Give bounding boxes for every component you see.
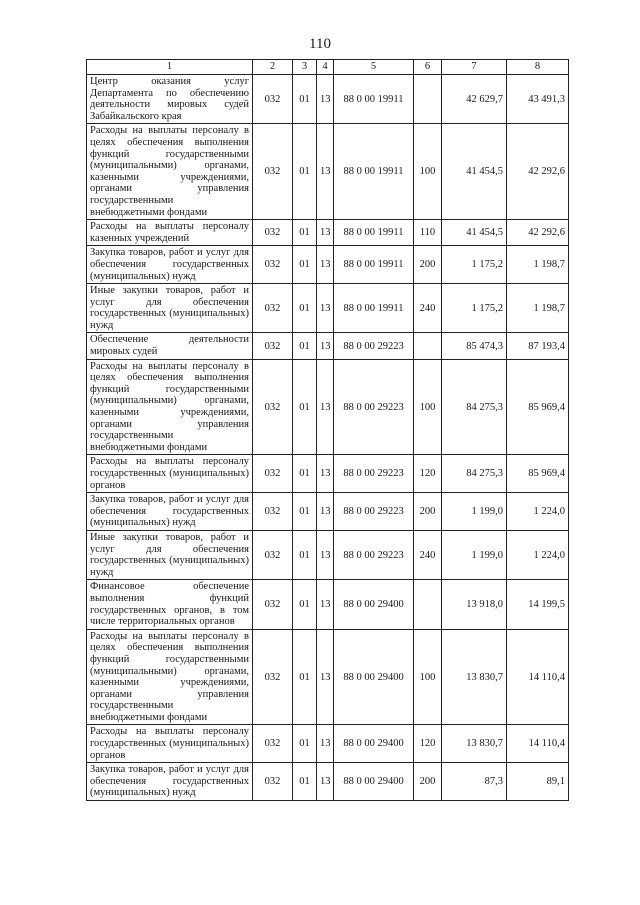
row-expense-type: 240 [414, 284, 442, 333]
row-section: 01 [293, 75, 317, 124]
row-amount-year-1: 87,3 [442, 763, 507, 801]
row-department-code: 032 [253, 359, 293, 455]
row-target-item: 88 0 00 19911 [334, 124, 414, 220]
row-target-item: 88 0 00 29400 [334, 629, 414, 725]
row-amount-year-2: 85 969,4 [507, 359, 569, 455]
row-amount-year-2: 87 193,4 [507, 333, 569, 359]
row-name: Закупка товаров, работ и услуг для обеспечения государственных (муниципальных) нужд [87, 763, 253, 801]
row-expense-type: 200 [414, 493, 442, 531]
table-row [87, 629, 569, 725]
row-amount-year-2: 14 110,4 [507, 725, 569, 763]
row-amount-year-1: 1 199,0 [442, 530, 507, 579]
row-subsection: 13 [317, 124, 334, 220]
row-department-code: 032 [253, 220, 293, 246]
row-name: Расходы на выплаты персоналу государственных (муниципальных) органов [87, 725, 253, 763]
row-amount-year-1: 84 275,3 [442, 359, 507, 455]
table-header-row [87, 60, 569, 75]
table-row [87, 763, 569, 801]
row-name: Закупка товаров, работ и услуг для обеспечения государственных (муниципальных) нужд [87, 493, 253, 531]
row-amount-year-1: 42 629,7 [442, 75, 507, 124]
row-department-code: 032 [253, 246, 293, 284]
row-amount-year-1: 13 918,0 [442, 580, 507, 629]
row-amount-year-2: 1 198,7 [507, 284, 569, 333]
row-target-item: 88 0 00 19911 [334, 75, 414, 124]
row-expense-type: 120 [414, 455, 442, 493]
header-col-3: 3 [293, 60, 317, 75]
row-department-code: 032 [253, 284, 293, 333]
header-col-7: 7 [442, 60, 507, 75]
row-name: Расходы на выплаты персоналу в целях обеспечения выполнения функций государственными (муниципальными) органами, казенными учреждениями, органами управления государственными внебюджетными фондами [87, 124, 253, 220]
row-amount-year-2: 85 969,4 [507, 455, 569, 493]
row-expense-type: 100 [414, 359, 442, 455]
row-department-code: 032 [253, 725, 293, 763]
budget-table [86, 59, 569, 801]
table-row [87, 580, 569, 629]
row-section: 01 [293, 629, 317, 725]
row-name: Расходы на выплаты персоналу казенных учреждений [87, 220, 253, 246]
table-row [87, 75, 569, 124]
row-target-item: 88 0 00 29223 [334, 359, 414, 455]
row-subsection: 13 [317, 530, 334, 579]
row-amount-year-2: 1 224,0 [507, 530, 569, 579]
row-subsection: 13 [317, 333, 334, 359]
row-department-code: 032 [253, 763, 293, 801]
header-col-5: 5 [334, 60, 414, 75]
header-col-2: 2 [253, 60, 293, 75]
row-section: 01 [293, 455, 317, 493]
row-amount-year-2: 42 292,6 [507, 124, 569, 220]
row-name: Расходы на выплаты персоналу в целях обеспечения выполнения функций государственными (муниципальными) органами, казенными учреждениями, органами управления государственными внебюджетными фондами [87, 629, 253, 725]
row-target-item: 88 0 00 29223 [334, 333, 414, 359]
header-col-6: 6 [414, 60, 442, 75]
row-amount-year-1: 41 454,5 [442, 124, 507, 220]
row-subsection: 13 [317, 284, 334, 333]
row-amount-year-2: 1 224,0 [507, 493, 569, 531]
row-target-item: 88 0 00 29400 [334, 725, 414, 763]
table-body [87, 75, 569, 801]
row-amount-year-2: 42 292,6 [507, 220, 569, 246]
row-subsection: 13 [317, 725, 334, 763]
row-amount-year-2: 14 110,4 [507, 629, 569, 725]
row-section: 01 [293, 530, 317, 579]
row-department-code: 032 [253, 124, 293, 220]
row-subsection: 13 [317, 455, 334, 493]
row-expense-type: 100 [414, 124, 442, 220]
row-section: 01 [293, 359, 317, 455]
page-number: 110 [309, 36, 331, 52]
row-subsection: 13 [317, 220, 334, 246]
row-name: Центр оказания услуг Департамента по обеспечению деятельности мировых судей Забайкальского края [87, 75, 253, 124]
table-row [87, 359, 569, 455]
row-expense-type: 240 [414, 530, 442, 579]
row-section: 01 [293, 493, 317, 531]
row-target-item: 88 0 00 19911 [334, 246, 414, 284]
row-name: Обеспечение деятельности мировых судей [87, 333, 253, 359]
row-name: Финансовое обеспечение выполнения функций государственных органов, в том числе территориальных органов [87, 580, 253, 629]
header-col-4: 4 [317, 60, 334, 75]
row-amount-year-1: 1 175,2 [442, 284, 507, 333]
row-subsection: 13 [317, 359, 334, 455]
row-amount-year-1: 13 830,7 [442, 629, 507, 725]
row-subsection: 13 [317, 75, 334, 124]
row-expense-type: 200 [414, 246, 442, 284]
row-expense-type: 110 [414, 220, 442, 246]
row-subsection: 13 [317, 580, 334, 629]
row-department-code: 032 [253, 75, 293, 124]
table-row [87, 124, 569, 220]
row-subsection: 13 [317, 246, 334, 284]
row-name: Закупка товаров, работ и услуг для обеспечения государственных (муниципальных) нужд [87, 246, 253, 284]
row-department-code: 032 [253, 629, 293, 725]
row-section: 01 [293, 725, 317, 763]
row-expense-type: 100 [414, 629, 442, 725]
row-department-code: 032 [253, 530, 293, 579]
row-amount-year-2: 1 198,7 [507, 246, 569, 284]
row-department-code: 032 [253, 493, 293, 531]
row-expense-type [414, 333, 442, 359]
table-row [87, 333, 569, 359]
row-name: Иные закупки товаров, работ и услуг для обеспечения государственных (муниципальных) нужд [87, 530, 253, 579]
row-amount-year-1: 1 199,0 [442, 493, 507, 531]
table-row [87, 246, 569, 284]
table-row [87, 284, 569, 333]
row-amount-year-2: 14 199,5 [507, 580, 569, 629]
header-col-1: 1 [87, 60, 253, 75]
row-expense-type: 120 [414, 725, 442, 763]
row-section: 01 [293, 246, 317, 284]
row-section: 01 [293, 124, 317, 220]
row-target-item: 88 0 00 19911 [334, 220, 414, 246]
row-expense-type: 200 [414, 763, 442, 801]
table-row [87, 455, 569, 493]
row-subsection: 13 [317, 493, 334, 531]
row-target-item: 88 0 00 29223 [334, 493, 414, 531]
row-name: Расходы на выплаты персоналу в целях обеспечения выполнения функций государственными (муниципальными) органами, казенными учреждениями, органами управления государственными внебюджетными фондами [87, 359, 253, 455]
row-section: 01 [293, 333, 317, 359]
row-target-item: 88 0 00 29223 [334, 530, 414, 579]
header-col-8: 8 [507, 60, 569, 75]
row-amount-year-1: 41 454,5 [442, 220, 507, 246]
row-expense-type [414, 75, 442, 124]
row-section: 01 [293, 284, 317, 333]
table-row [87, 725, 569, 763]
row-name: Иные закупки товаров, работ и услуг для обеспечения государственных (муниципальных) нужд [87, 284, 253, 333]
row-expense-type [414, 580, 442, 629]
row-amount-year-1: 1 175,2 [442, 246, 507, 284]
row-target-item: 88 0 00 29400 [334, 580, 414, 629]
row-department-code: 032 [253, 455, 293, 493]
row-amount-year-2: 43 491,3 [507, 75, 569, 124]
row-section: 01 [293, 763, 317, 801]
table-row [87, 493, 569, 531]
row-target-item: 88 0 00 29400 [334, 763, 414, 801]
row-subsection: 13 [317, 629, 334, 725]
row-amount-year-2: 89,1 [507, 763, 569, 801]
row-section: 01 [293, 220, 317, 246]
row-name: Расходы на выплаты персоналу государственных (муниципальных) органов [87, 455, 253, 493]
row-amount-year-1: 13 830,7 [442, 725, 507, 763]
row-subsection: 13 [317, 763, 334, 801]
row-section: 01 [293, 580, 317, 629]
row-amount-year-1: 84 275,3 [442, 455, 507, 493]
row-department-code: 032 [253, 333, 293, 359]
row-target-item: 88 0 00 29223 [334, 455, 414, 493]
row-amount-year-1: 85 474,3 [442, 333, 507, 359]
table-row [87, 220, 569, 246]
table-row [87, 530, 569, 579]
row-department-code: 032 [253, 580, 293, 629]
row-target-item: 88 0 00 19911 [334, 284, 414, 333]
